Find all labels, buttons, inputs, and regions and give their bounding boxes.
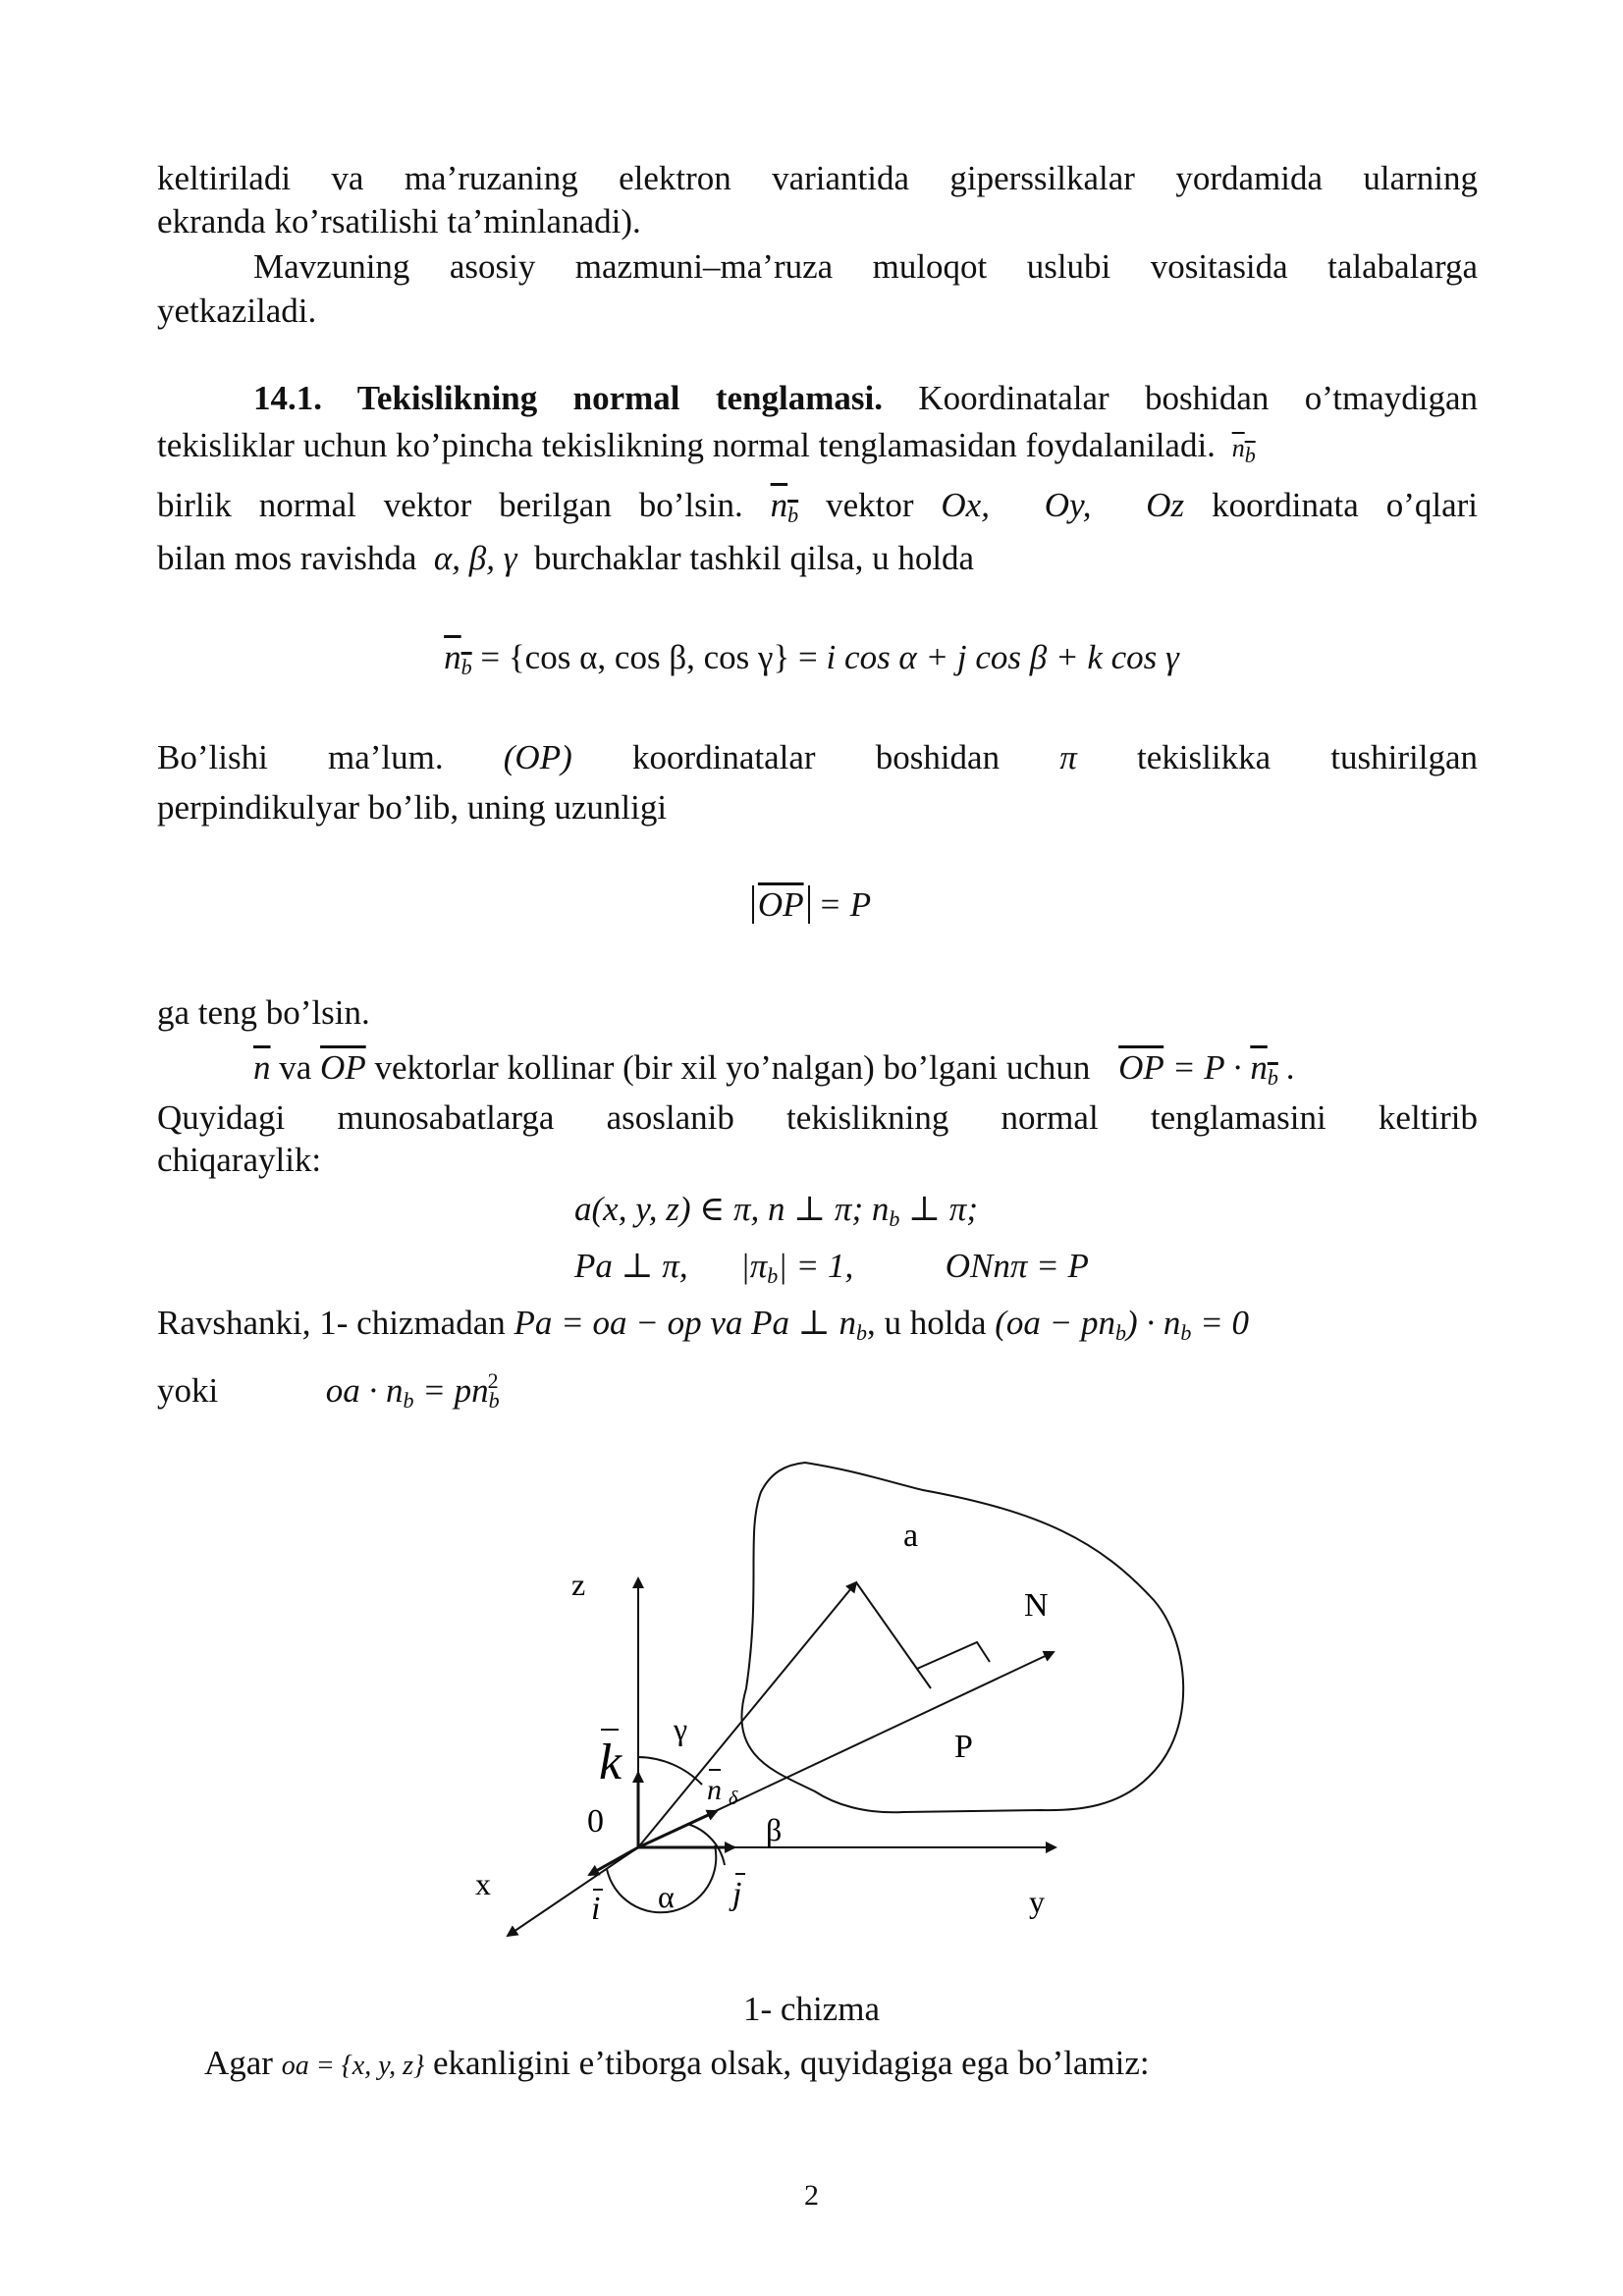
origin-label: 0 [587,1803,604,1840]
axes-labels: Ox, Oy, Oz [941,486,1185,524]
n-label: n [707,1774,722,1806]
paragraph-line: ga teng bo’lsin. [157,993,370,1032]
text: vektorlar kollinar (bir xil yo’nalgan) bo’lgani uchun [374,1048,1091,1087]
pa-segment [856,1582,931,1688]
relation-text: oa · n [325,1371,404,1410]
text: tekislikka tushirilgan [1137,738,1478,776]
op-equation: $\overline{OP} = P \cdot n_b$ . [1118,1048,1296,1090]
relation-text: ONnπ = P [945,1247,1089,1285]
i-vector [589,1847,638,1875]
text: Agar [204,2044,273,2082]
page-number: 2 [804,2179,819,2212]
section-heading: 14.1. Tekislikning normal tenglamasi. [253,379,883,417]
beta-label: β [766,1812,783,1847]
relation-text: | = 1, [778,1247,854,1285]
x-axis [508,1847,638,1936]
relation-text: Pa = oa − op va Pa ⊥ n [514,1304,856,1342]
relation-text: |π [740,1247,768,1285]
op-vector: $\overline{OP}$ [320,1048,366,1087]
k-label: k [599,1735,622,1790]
equation-relations-2: Pa ⊥ π, $|\pi_b| = 1$, ONnπ = P [574,1247,1089,1288]
paragraph-line: keltiriladi va ma’ruzaning elektron variantida giperssilkalar yordamida ularning [157,159,1478,197]
eq-rhs: = P [818,885,872,924]
beta-arc [687,1824,725,1865]
text: ekanligini e’tiborga olsak, quyidagiga ega bo’lamiz: [432,2044,1150,2082]
nb-vector: $n_b$ [444,638,472,679]
text: Ravshanki, 1- chizmadan [157,1304,506,1342]
right-angle-mark [917,1642,990,1669]
paragraph-line: Quyidagi munosabatlarga asoslanib tekislikning normal tenglamasini keltirib [157,1098,1478,1137]
relation-text: ⊥ π; [908,1190,978,1228]
delta-label: δ [729,1788,738,1809]
text: , u holda [866,1304,987,1342]
op-abs: $\overline{OP}$ [752,885,810,924]
paragraph-line: yoki oa · $n_b = pn_b^2$ [157,1368,500,1413]
relation-text: ) · n [1126,1304,1181,1342]
paragraph-line: Mavzuning asosiy mazmuni–ma’ruza muloqot uslubi vositasida talabalarga [253,247,1478,286]
relation-text: a(x, y, z) ∈ π, n ⊥ π; n [574,1190,890,1228]
i-vector: i [826,638,837,676]
op-label: (OP) [503,738,572,776]
relation-text: (oa − pn [995,1304,1116,1342]
point-N-label: N [1024,1587,1049,1624]
figure-caption: 1- chizma [743,1990,880,2028]
y-axis-label: y [1029,1884,1045,1919]
eq-set: = {cos α, cos β, cos γ} = [480,638,818,676]
z-axis-label: z [571,1567,586,1602]
n-vector: $\overline{n}$ [253,1048,271,1087]
text: Bo’lishi ma’lum. [157,738,444,776]
paragraph-line: ekranda ko’rsatilishi ta’minlanadi). [157,202,641,240]
paragraph-line: chiqaraylik: [157,1141,322,1179]
section-text: bilan mos ravishda [157,539,417,577]
section-text: koordinata o’qlari [1212,486,1478,524]
relation-text: = pn [413,1371,489,1410]
relation-text: Pa ⊥ π, [574,1247,688,1285]
eq-rhs: cos α + j cos β + k cos γ [844,638,1179,676]
paragraph-line: perpindikulyar bo’lib, uning uzunligi [157,788,668,827]
nb-vector: $n_b$ [1231,434,1256,467]
text: yoki [157,1371,219,1410]
paragraph-line: yetkaziladi. [157,292,317,330]
i-label: i [591,1891,601,1927]
section-text: birlik normal vektor berilgan bo’lsin. [157,486,743,524]
angles: α, β, γ [425,539,526,577]
oa-set: oa = {x, y, z} [281,2051,425,2081]
relation-text: = 0 [1191,1304,1250,1342]
equation-relations-1: a(x, y, z) ∈ π, n ⊥ π; $n_b$ ⊥ π; [574,1190,978,1231]
paragraph-line [204,2042,1525,2088]
point-a-label: a [903,1518,919,1554]
section-text: tekisliklar uchun ko’pincha tekislikning normal tenglamasidan foydalaniladi. [157,426,1216,464]
point-P-label: P [954,1729,973,1765]
gamma-label: γ [674,1711,688,1746]
x-axis-label: x [475,1866,491,1901]
pi-symbol: π [1059,738,1077,776]
text: va [279,1048,312,1087]
nb-vector-line [638,1811,717,1847]
alpha-label: α [658,1879,675,1914]
oa-vector [638,1582,856,1847]
paragraph-line: Ravshanki, 1- chizmadan Pa = oa − op va Pa ⊥ $n_b$, u holda $(oa - pn_b) \cdot n_b = 0$ [157,1304,1250,1345]
section-text: burchaklar tashkil qilsa, u holda [534,539,975,577]
text: koordinatalar boshidan [631,738,1001,776]
section-text: Koordinatalar boshidan o’tmaydigan [918,379,1478,417]
j-label: j [732,1876,742,1912]
nb-vector: $n_b$ [770,486,799,527]
section-text: vektor [826,486,914,524]
